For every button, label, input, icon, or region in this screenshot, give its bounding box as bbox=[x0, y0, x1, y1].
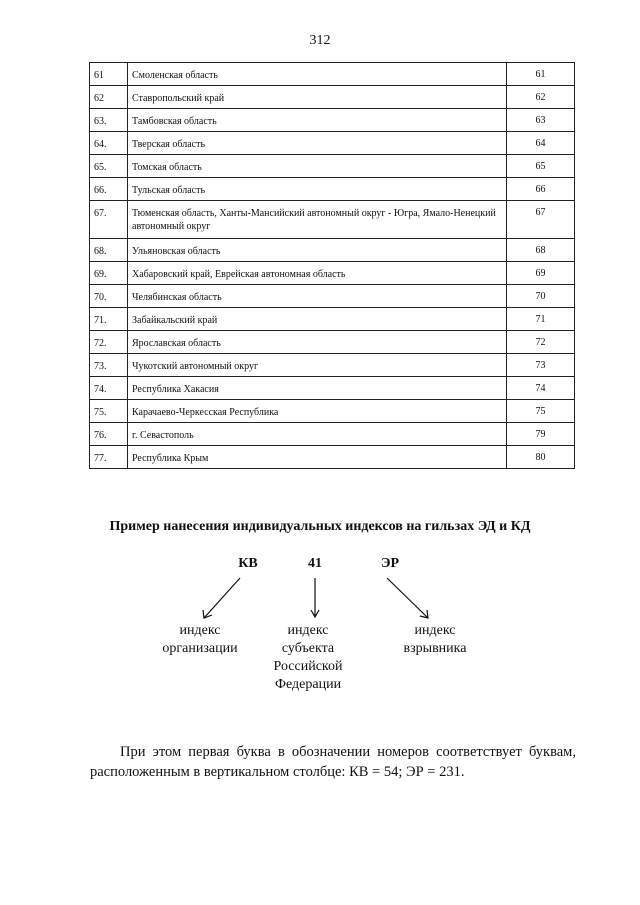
row-number: 77. bbox=[90, 446, 128, 469]
region-code: 65 bbox=[507, 155, 575, 178]
row-number: 73. bbox=[90, 354, 128, 377]
row-number: 64. bbox=[90, 132, 128, 155]
region-code: 64 bbox=[507, 132, 575, 155]
row-number: 70. bbox=[90, 285, 128, 308]
example-title: Пример нанесения индивидуальных индексов на гильзах ЭД и КД bbox=[109, 519, 531, 534]
blaster-index-label: индекс взрывника bbox=[403, 623, 467, 656]
org-code: КВ bbox=[238, 556, 258, 571]
row-number: 69. bbox=[90, 262, 128, 285]
row-number: 74. bbox=[90, 377, 128, 400]
row-number: 72. bbox=[90, 331, 128, 354]
row-number: 66. bbox=[90, 178, 128, 201]
blaster-code: ЭР bbox=[380, 556, 400, 571]
region-code: 71 bbox=[507, 308, 575, 331]
region-name: Забайкальский край bbox=[128, 308, 507, 331]
region-name: Челябинская область bbox=[128, 285, 507, 308]
region-code: 69 bbox=[507, 262, 575, 285]
region-name: Тамбовская область bbox=[128, 109, 507, 132]
region-name: Чукотский автономный округ bbox=[128, 354, 507, 377]
region-name: Республика Крым bbox=[128, 446, 507, 469]
region-name: Карачаево-Черкесская Республика bbox=[128, 400, 507, 423]
explanation-paragraph: При этом первая буква в обозначении номеров соответствует буквам, расположенным в вертикальном столбце: КВ = 54; ЭР = 231. bbox=[90, 744, 576, 780]
region-name: Республика Хакасия bbox=[128, 377, 507, 400]
org-index-label: индекс организации bbox=[162, 623, 238, 656]
region-name: Хабаровский край, Еврейская автономная область bbox=[128, 262, 507, 285]
region-name: Ульяновская область bbox=[128, 239, 507, 262]
row-number: 71. bbox=[90, 308, 128, 331]
row-number: 68. bbox=[90, 239, 128, 262]
subject-code: 41 bbox=[308, 556, 322, 571]
row-number: 61 bbox=[90, 63, 128, 86]
region-name: Тюменская область, Ханты-Мансийский автономный округ - Югра, Ямало-Ненецкий автономный округ bbox=[128, 201, 507, 239]
region-name: Тверская область bbox=[128, 132, 507, 155]
arrow-to-subject bbox=[311, 578, 319, 617]
region-code: 66 bbox=[507, 178, 575, 201]
region-code: 72 bbox=[507, 331, 575, 354]
region-code: 74 bbox=[507, 377, 575, 400]
region-code: 61 bbox=[507, 63, 575, 86]
region-code: 63 bbox=[507, 109, 575, 132]
row-number: 67. bbox=[90, 201, 128, 239]
region-code: 62 bbox=[507, 86, 575, 109]
region-code: 70 bbox=[507, 285, 575, 308]
region-code: 79 bbox=[507, 423, 575, 446]
row-number: 76. bbox=[90, 423, 128, 446]
page-number: 312 bbox=[309, 33, 331, 48]
arrow-to-blaster bbox=[387, 578, 428, 618]
subject-index-label: индекс субъекта Российской Федерации bbox=[273, 623, 343, 692]
region-code: 67 bbox=[507, 201, 575, 239]
row-number: 62 bbox=[90, 86, 128, 109]
region-name: г. Севастополь bbox=[128, 423, 507, 446]
region-name: Ярославская область bbox=[128, 331, 507, 354]
region-name: Тульская область bbox=[128, 178, 507, 201]
region-code: 73 bbox=[507, 354, 575, 377]
region-name: Ставропольский край bbox=[128, 86, 507, 109]
region-name: Смоленская область bbox=[128, 63, 507, 86]
region-code: 75 bbox=[507, 400, 575, 423]
row-number: 65. bbox=[90, 155, 128, 178]
region-code: 80 bbox=[507, 446, 575, 469]
region-name: Томская область bbox=[128, 155, 507, 178]
row-number: 75. bbox=[90, 400, 128, 423]
arrow-to-org bbox=[203, 578, 240, 618]
region-code: 68 bbox=[507, 239, 575, 262]
row-number: 63. bbox=[90, 109, 128, 132]
